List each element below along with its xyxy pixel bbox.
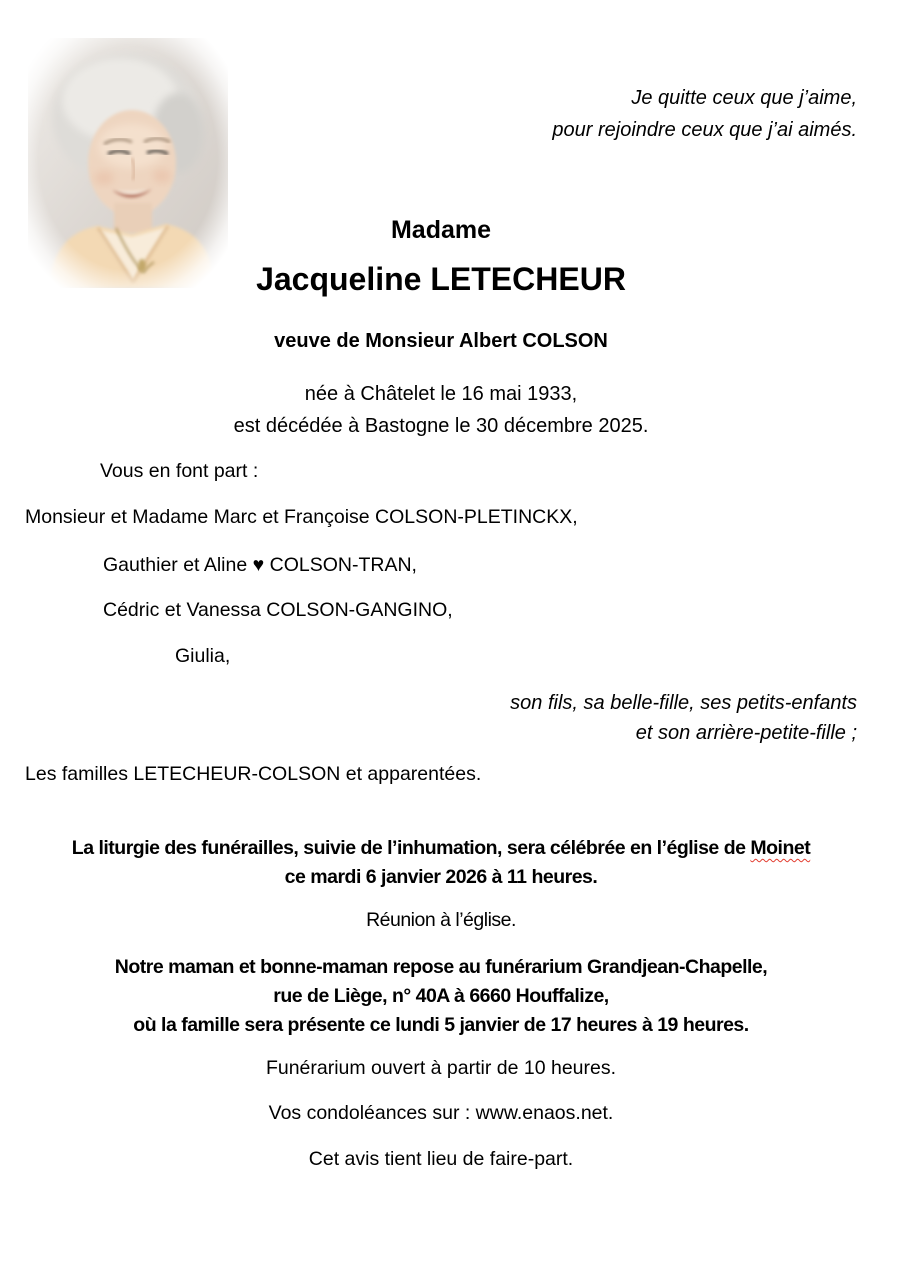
deceased-portrait-photo [28, 38, 228, 288]
deceased-title: Madame [390, 216, 492, 244]
liturgy-block [25, 834, 857, 892]
extended-families-line: Les familles LETECHEUR-COLSON et apparentées. [25, 763, 482, 785]
family-line-colson-tran [25, 552, 857, 578]
family-line-colson-gangino: Cédric et Vanessa COLSON-GANGINO, [103, 599, 453, 621]
family-line-giulia: Giulia, [175, 645, 231, 667]
epigraph-line-1: Je quitte ceux que j’aime, [631, 87, 857, 109]
family-line-colson-tran-post: COLSON-TRAN, [269, 554, 417, 576]
condolences-line: Vos condoléances sur : www.enaos.net. [268, 1102, 614, 1124]
repose-line-3: où la famille sera présente ce lundi 5 janvier de 17 heures à 19 heures. [133, 1014, 749, 1036]
liturgy-line-1-text: La liturgie des funérailles, suivie de l’inhumation, sera célébrée en l’église de [71, 837, 746, 859]
widow-line: veuve de Monsieur Albert COLSON [274, 330, 608, 352]
relations-line-1: son fils, sa belle-fille, ses petits-enfants [510, 692, 857, 714]
meeting-line: Réunion à l’église. [366, 909, 516, 931]
liturgy-line-1 [25, 834, 857, 863]
birth-death-block [25, 378, 857, 442]
relations-block [25, 688, 857, 748]
relations-line-2: et son arrière-petite-fille ; [635, 722, 857, 744]
liturgy-place-misspelled: Moinet [750, 837, 811, 859]
repose-line-1: Notre maman et bonne-maman repose au funérarium Grandjean-Chapelle, [114, 956, 768, 978]
announcement-intro: Vous en font part : [100, 460, 259, 482]
birth-line: née à Châtelet le 16 mai 1933, [304, 383, 578, 405]
deceased-name: Jacqueline LETECHEUR [256, 261, 626, 297]
repose-block [25, 953, 857, 1040]
funerarium-open-line: Funérarium ouvert à partir de 10 heures. [265, 1057, 617, 1079]
family-line-colson-tran-pre: Gauthier et Aline [103, 554, 248, 576]
notice-line: Cet avis tient lieu de faire-part. [308, 1148, 574, 1170]
repose-line-2: rue de Liège, n° 40A à 6660 Houffalize, [273, 985, 609, 1007]
family-line-colson-pletinckx: Monsieur et Madame Marc et Françoise COLSON-PLETINCKX, [25, 506, 578, 528]
heart-icon: ♥ [252, 554, 265, 576]
death-line: est décédée à Bastogne le 30 décembre 2025. [233, 415, 649, 437]
epigraph-line-2: pour rejoindre ceux que j’ai aimés. [552, 119, 857, 141]
liturgy-line-2: ce mardi 6 janvier 2026 à 11 heures. [284, 866, 598, 888]
